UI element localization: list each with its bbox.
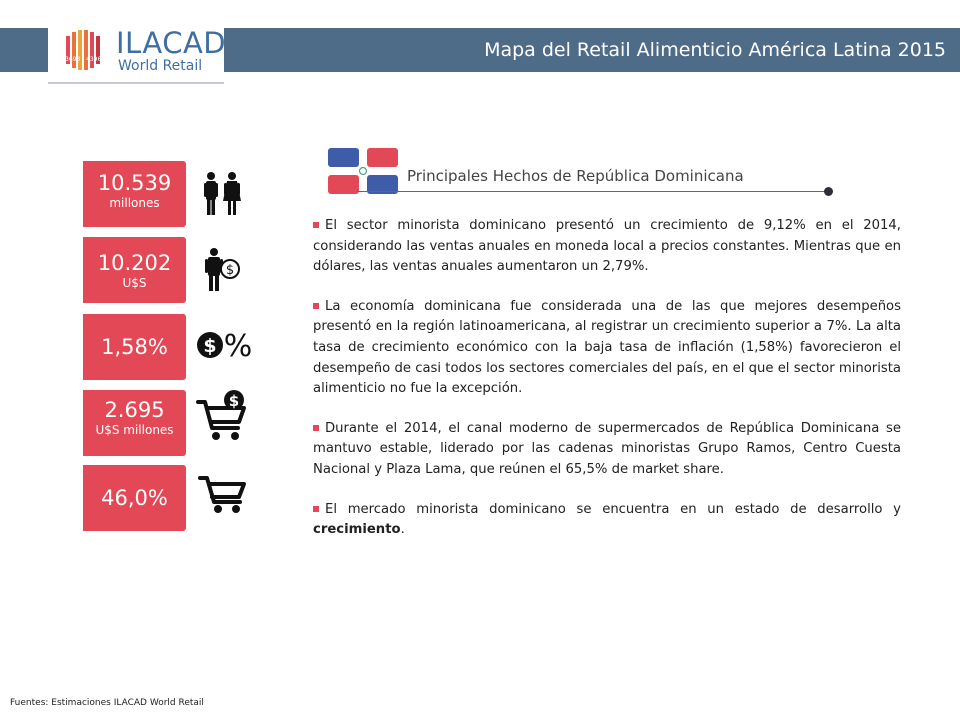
svg-text:$: $ — [225, 263, 235, 278]
dominican-republic-flag-icon — [328, 148, 398, 194]
facts-divider-dot — [824, 187, 833, 196]
inflation-icon — [196, 325, 254, 365]
stat-value: 2.695 — [104, 398, 165, 422]
list-item: Durante el 2014, el canal moderno de supermercados de República Dominicana se mantuvo estable, liderado por las cadenas minoristas Grupo Ramos, Centro Cuesta Nacional y Plaza Lama, que reúnen el 65,5% de market share. — [313, 420, 901, 477]
stat-income — [83, 237, 186, 303]
stat-value: 10.202 — [97, 251, 172, 275]
logo-text: ILACAD — [116, 26, 227, 60]
facts-list — [313, 216, 901, 560]
bullet-marker — [313, 222, 319, 228]
logo-subtext: World Retail — [118, 58, 203, 74]
emphasis: crecimiento — [313, 522, 401, 538]
facts-divider — [357, 191, 827, 192]
stat-market-share — [83, 465, 186, 531]
bullet-marker — [313, 506, 319, 512]
svg-text:$: $ — [228, 392, 240, 410]
page-title: Mapa del Retail Alimenticio América Latina 2015 — [484, 39, 946, 61]
shopping-cart-icon — [196, 472, 248, 516]
stat-value: 46,0% — [101, 486, 168, 510]
stat-population — [83, 161, 186, 227]
bullet-marker — [313, 425, 319, 431]
logo-globe-icon — [62, 28, 106, 72]
sources-note: Fuentes: Estimaciones ILACAD World Retail — [10, 698, 204, 708]
stat-unit: U$S — [122, 276, 147, 290]
list-item: El mercado minorista dominicano se encuentra en un estado de desarrollo y crecimiento. — [313, 501, 901, 538]
logo — [48, 20, 227, 84]
logo-mark-left: 3693 — [65, 56, 81, 63]
stat-retail-sales — [83, 390, 186, 456]
stat-inflation — [83, 314, 186, 380]
stat-unit: U$S millones — [95, 423, 174, 437]
svg-text:$: $ — [203, 335, 217, 357]
income-per-capita-icon — [196, 246, 248, 294]
stat-value: 1,58% — [101, 335, 168, 359]
svg-text:%: % — [223, 329, 253, 364]
list-item: La economía dominicana fue considerada una de las que mejores desempeños presentó en la región latinoamericana, al registrar un crecimiento superior a 7%. La alta tasa de crecimiento económico con la baja tasa de inflación (1,58%) favorecieron el desempeño de casi todos los sectores comerciales del país, en el que el sector minorista alimenticio no fue la excepción. — [313, 298, 901, 397]
stat-unit: millones — [109, 196, 160, 210]
population-icon — [196, 170, 248, 218]
retail-sales-icon — [196, 390, 252, 444]
logo-mark-right: 4396 — [86, 56, 102, 63]
stat-value: 10.539 — [97, 171, 172, 195]
list-item: El sector minorista dominicano presentó un crecimiento de 9,12% en el 2014, considerando las ventas anuales en moneda local a precios constantes. Mientras que en dólares, las ventas anuales aumentaron un 2,79%. — [313, 218, 901, 275]
bullet-marker — [313, 303, 319, 309]
facts-title: Principales Hechos de República Dominicana — [407, 167, 744, 185]
